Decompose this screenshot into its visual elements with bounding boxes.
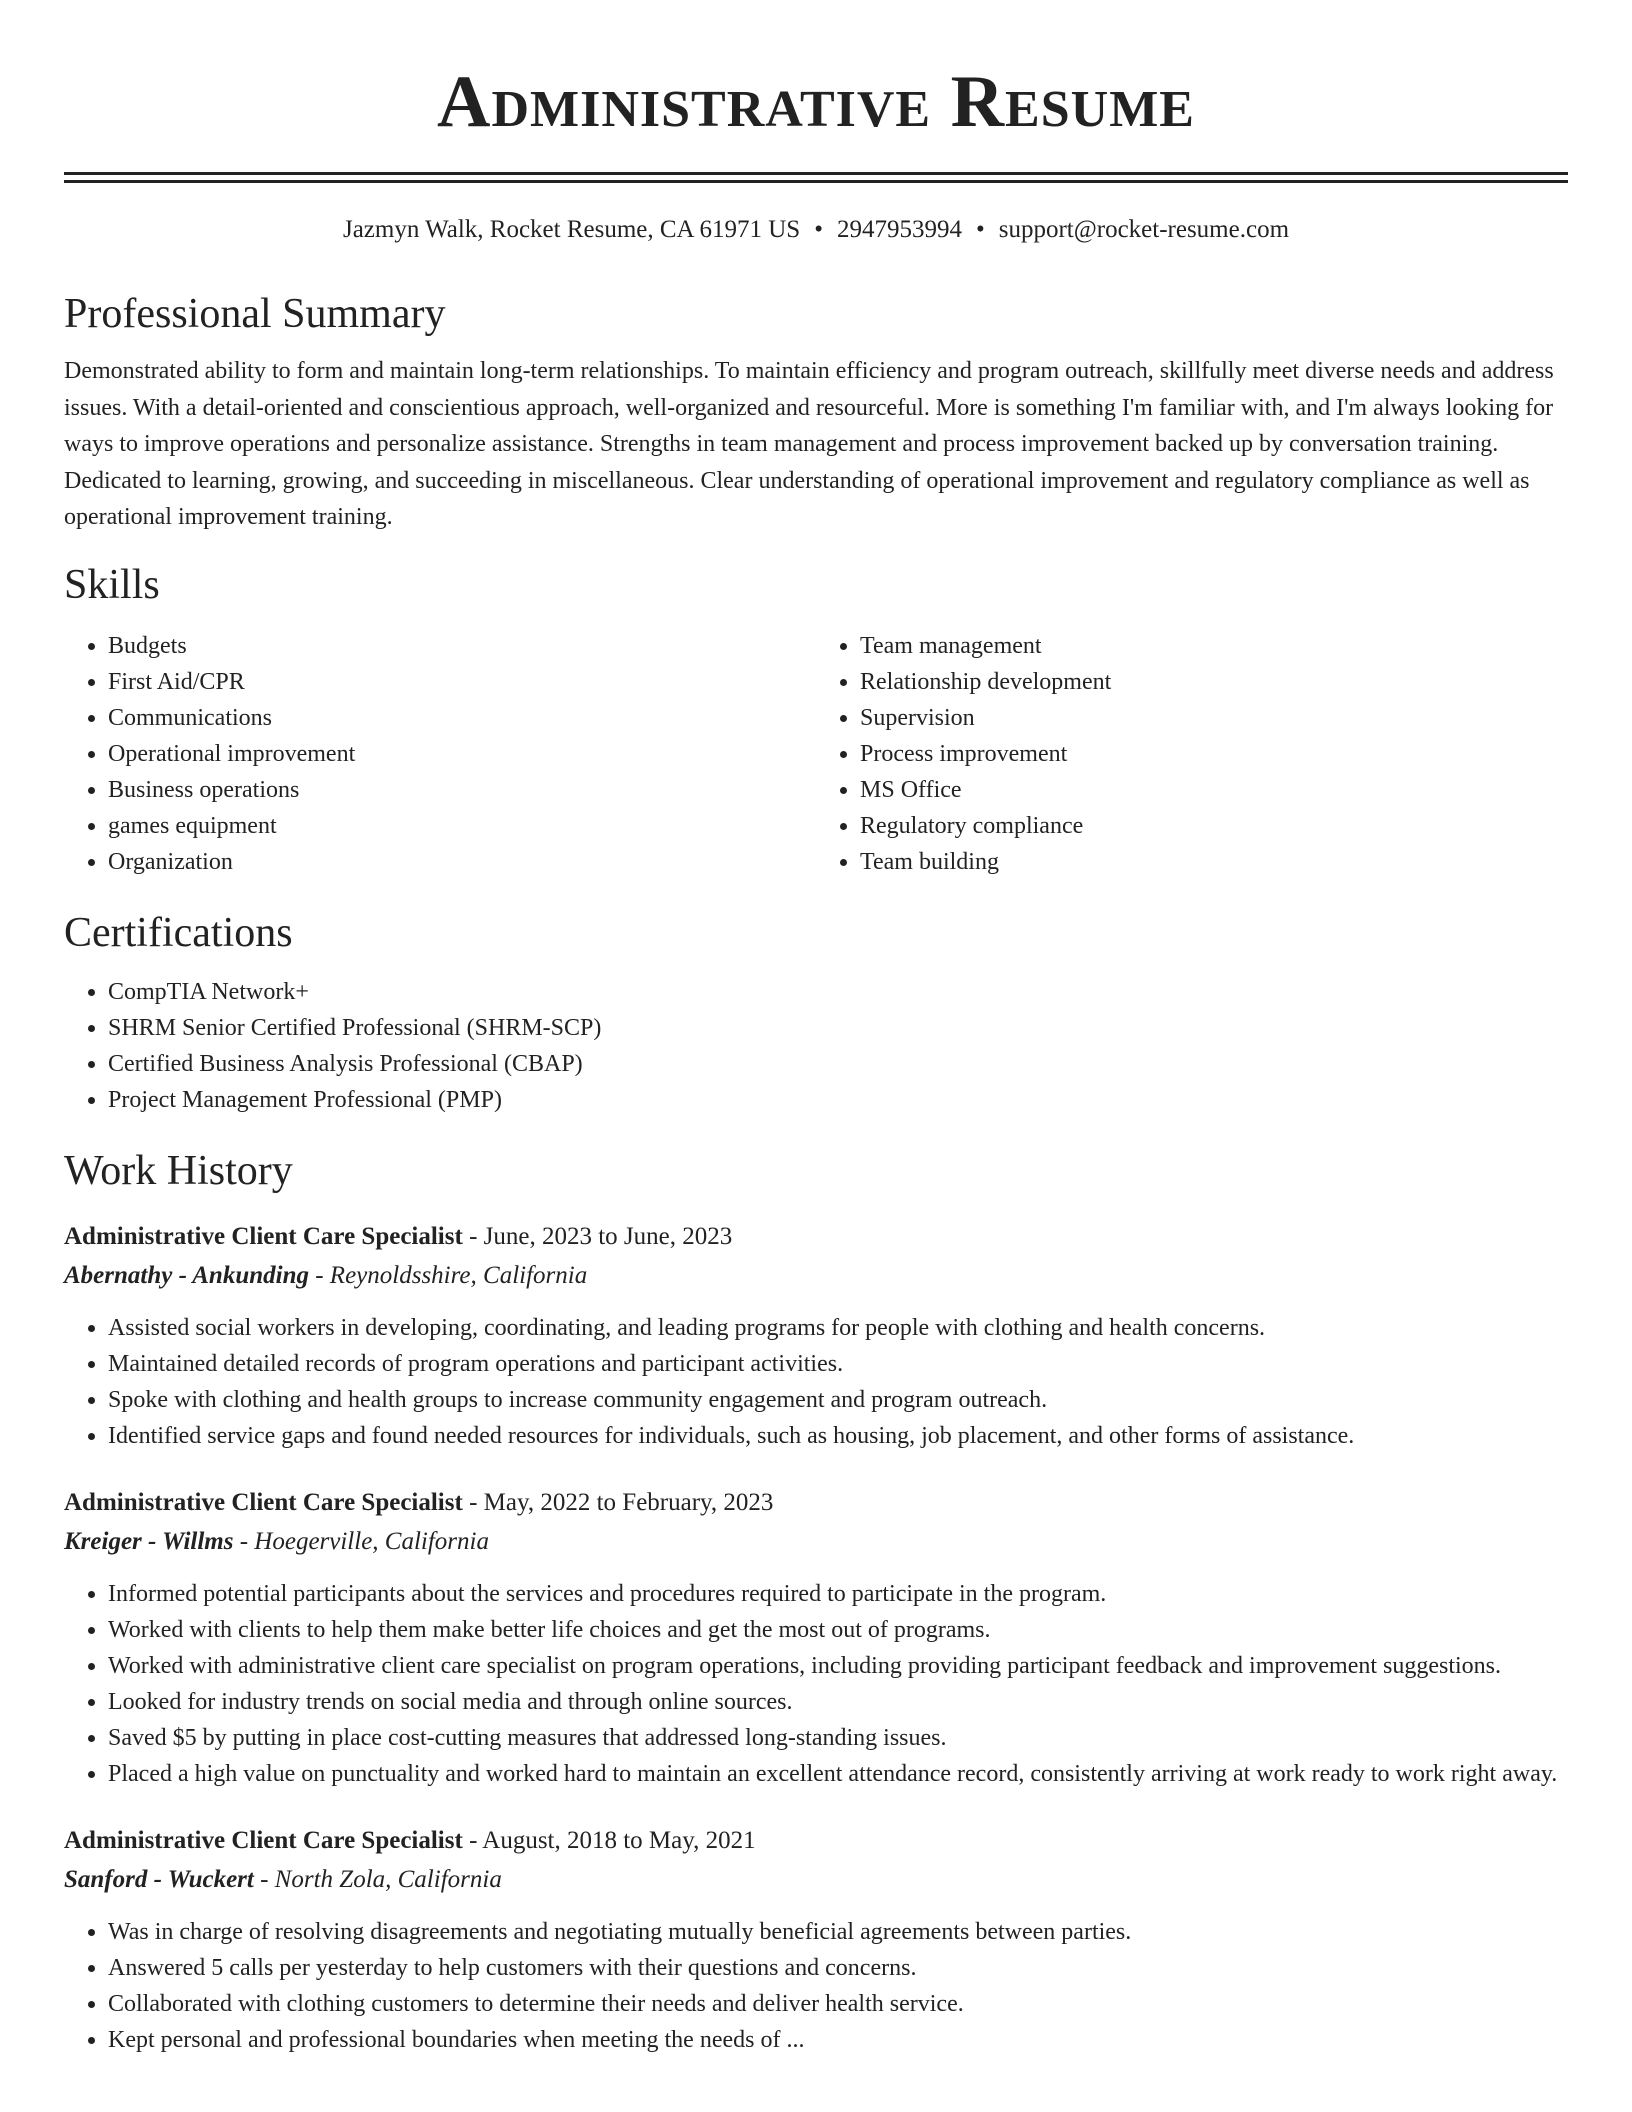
title-divider [64, 172, 1568, 183]
company-location: - North Zola, California [253, 1865, 502, 1893]
skill-item: • Process improvement [860, 736, 1568, 772]
skill-item: • First Aid/CPR [108, 664, 816, 700]
skills-heading: Skills [64, 561, 160, 608]
certification-item: • Certified Business Analysis Professional (CBAP) [108, 1046, 1568, 1082]
job-bullet: • Spoke with clothing and health groups to increase community engagement and program outreach. [108, 1382, 1568, 1418]
job-title-line [64, 1218, 1568, 1256]
job-dates: - June, 2023 to June, 2023 [462, 1222, 733, 1250]
certification-item: • SHRM Senior Certified Professional (SHRM-SCP) [108, 1010, 1568, 1046]
skill-item: • Regulatory compliance [860, 808, 1568, 844]
skill-item: • MS Office [860, 772, 1568, 808]
company-name: Sanford - Wuckert [64, 1865, 254, 1893]
job-bullet: • Informed potential participants about the services and procedures required to participate in the program. [108, 1576, 1568, 1612]
contact-address: Jazmyn Walk, Rocket Resume, CA 61971 US [342, 216, 801, 243]
job-bullet: • Placed a high value on punctuality and worked hard to maintain an excellent attendance record, consistently arriving at work ready to work right away. [108, 1756, 1568, 1792]
job-bullet: • Identified service gaps and found needed resources for individuals, such as housing, job placement, and other forms of assistance. [108, 1418, 1568, 1454]
job-title-line [64, 1822, 1568, 1860]
contact-separator: • [975, 216, 985, 243]
job-bullet: • Collaborated with clothing customers to determine their needs and deliver health service. [108, 1986, 1568, 2022]
job-bullet: • Saved $5 by putting in place cost-cutting measures that addressed long-standing issues. [108, 1720, 1568, 1756]
skill-item: • games equipment [108, 808, 816, 844]
contact-line [64, 213, 1568, 247]
contact-phone: 2947953994 [836, 216, 962, 243]
skills-columns [64, 628, 1568, 880]
skills-list-left [64, 628, 816, 880]
job-bullet: • Worked with clients to help them make better life choices and get the most out of programs. [108, 1612, 1568, 1648]
skill-item: • Communications [108, 700, 816, 736]
job-bullet: • Looked for industry trends on social media and through online sources. [108, 1684, 1568, 1720]
certification-item: • Project Management Professional (PMP) [108, 1082, 1568, 1118]
skill-item: • Team management [860, 628, 1568, 664]
job-bullets [64, 1576, 1568, 1792]
job-bullet: • Assisted social workers in developing, coordinating, and leading programs for people with clothing and health concerns. [108, 1310, 1568, 1346]
job-title: Administrative Client Care Specialist [64, 1222, 463, 1250]
job-entry [64, 1484, 1568, 1792]
work-history-heading: Work History [64, 1147, 293, 1194]
skill-item: • Relationship development [860, 664, 1568, 700]
job-bullet: • Was in charge of resolving disagreements and negotiating mutually beneficial agreements between parties. [108, 1914, 1568, 1950]
job-bullets [64, 1310, 1568, 1454]
summary-heading: Professional Summary [64, 291, 446, 337]
skills-list-right [816, 628, 1568, 880]
company-name: Abernathy - Ankunding [64, 1261, 309, 1289]
company-location: - Reynoldsshire, California [308, 1261, 588, 1289]
certifications-heading: Certifications [64, 909, 293, 956]
company-line [64, 1256, 1568, 1296]
job-title: Administrative Client Care Specialist [64, 1488, 463, 1516]
job-bullet: • Maintained detailed records of program operations and participant activities. [108, 1346, 1568, 1382]
job-entry [64, 1822, 1568, 2058]
skill-item: • Business operations [108, 772, 816, 808]
summary-text: Demonstrated ability to form and maintain long-term relationships. To maintain efficiency and program outreach, skillfully meet diverse needs and address issues. With a detail-oriented and conscientious approach, well-organized and resourceful. More is something I'm familiar with, and I'm always looking for ways to improve operations and personalize assistance. Strengths in team management and process improvement backed up by conversation training. Dedicated to learning, growing, and succeeding in miscellaneous. Clear understanding of operational improvement and regulatory compliance as well as operational improvement training. [64, 358, 1554, 530]
company-location: - Hoegerville, California [233, 1527, 489, 1555]
skill-item: • Supervision [860, 700, 1568, 736]
skill-item: • Budgets [108, 628, 816, 664]
job-dates: - May, 2022 to February, 2023 [462, 1488, 774, 1516]
job-title: Administrative Client Care Specialist [64, 1826, 463, 1854]
job-entry [64, 1218, 1568, 1454]
company-line [64, 1860, 1568, 1900]
job-dates: - August, 2018 to May, 2021 [462, 1826, 756, 1854]
skill-item: • Organization [108, 844, 816, 880]
contact-separator: • [814, 216, 823, 243]
job-bullet: • Kept personal and professional boundaries when meeting the needs of ... [108, 2022, 1568, 2058]
contact-email: support@rocket-resume.com [998, 216, 1290, 243]
job-bullets [64, 1914, 1568, 2058]
job-bullet: • Worked with administrative client care specialist on program operations, including providing participant feedback and improvement suggestions. [108, 1648, 1568, 1684]
certifications-list [64, 974, 1568, 1118]
skill-item: • Operational improvement [108, 736, 816, 772]
company-name: Kreiger - Willms [64, 1527, 234, 1555]
company-line [64, 1522, 1568, 1562]
job-bullet: • Answered 5 calls per yesterday to help customers with their questions and concerns. [108, 1950, 1568, 1986]
skill-item: • Team building [860, 844, 1568, 880]
job-title-line [64, 1484, 1568, 1522]
certification-item: • CompTIA Network+ [108, 974, 1568, 1010]
resume-title: Administrative Resume [437, 61, 1195, 143]
